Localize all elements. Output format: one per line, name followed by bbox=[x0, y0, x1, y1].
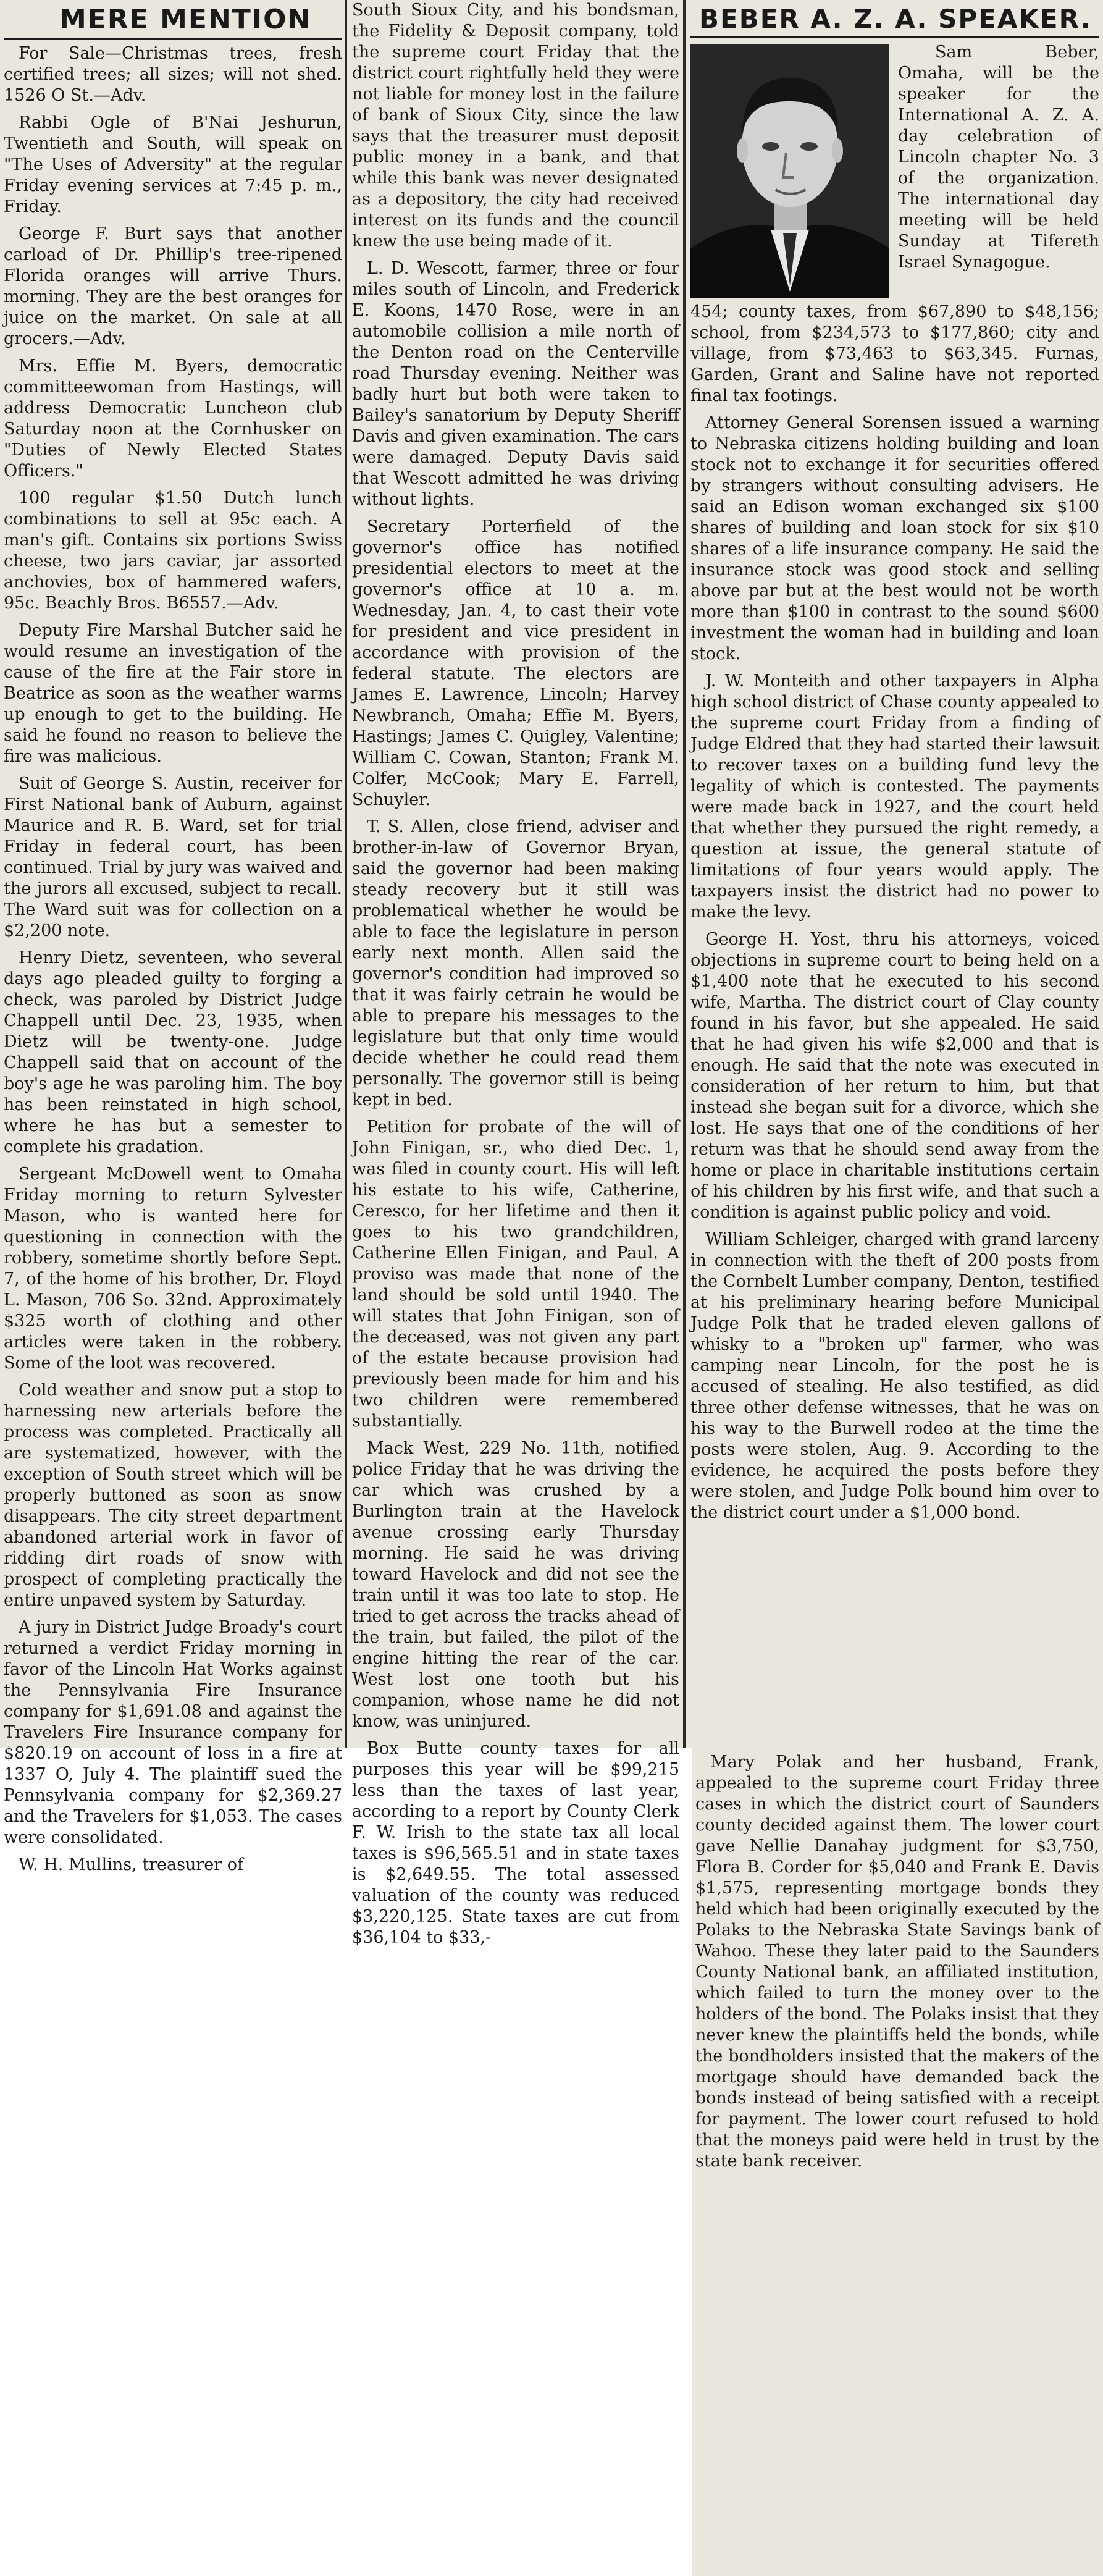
news-item: Mary Polak and her husband, Frank, appealed to the supreme court Friday three cases in which the district court of Saunders county decided against them. The lower court gave Nellie Danahay judgment for $3,750, Flora B. Corder for $5,040 and Frank E. Davis $1,575, representing mortgage bonds they held which had been originally executed by the Polaks to the Nebraska State Savings bank of Wahoo. These they later paid to the Saunders County National bank, an affiliated institution, which failed to turn the money over to the holders of the bond. The Polaks insist that they never knew the plaintiffs held the bonds, while the bondholders insisted that the makers of the mortgage should have demanded back the bonds instead of being satisfied with a receipt for payment. The lower court refused to hold that the moneys paid were held in trust by the state bank receiver. bbox=[695, 1753, 1099, 2171]
news-item: South Sioux City, and his bondsman, the Fidelity & Deposit company, told the supreme court Friday that the district court rightfully held they were not liable for money lost in the failure of bank of Sioux City, since the law says that the treasurer must deposit public money in a bank, and that while this bank was never designated as a depository, the city had received interest on its funds and the council knew the use being made of it. bbox=[352, 1, 679, 251]
photo-caption: Sam Beber, Omaha, will be the speaker for the International A. Z. A. day celebration of Lincoln chapter No. 3 of the organization. The international day meeting will be held Sunday at Tifereth Israel Synagogue. bbox=[898, 43, 1099, 272]
news-item: Deputy Fire Marshal Butcher said he would resume an investigation of the cause of the fire at the Fair store in Beatrice as soon as the weather warms up enough to get to the building. He said he found no reason to believe the fire was malicious. bbox=[4, 621, 342, 766]
column-three bbox=[690, 0, 1099, 1748]
column-two bbox=[352, 0, 679, 1947]
section-heading: MERE MENTION bbox=[4, 0, 342, 40]
news-item: Henry Dietz, seventeen, who several days ago pleaded guilty to forging a check, was paroled by District Judge Chappell until Dec. 23, 1935, when Dietz will be twenty-one. Judge Chappell said that on account of the boy's age he was paroling him. The boy has been reinstated in high school, where he has but a semester to complete his gradation. bbox=[4, 948, 342, 1156]
news-item: Petition for probate of the will of John Finigan, sr., who died Dec. 1, was filed in county court. His will left his estate to his wife, Catherine, Ceresco, for her lifetime and then it goes to his two grandchildren, Catherine Ellen Finigan, and Paul. A proviso was made that none of the land should be sold until 1940. The will states that John Finigan, son of the deceased, was not given any part of the estate because provision had previously been made for him and his two children were remembered substantially. bbox=[352, 1118, 679, 1431]
portrait-photo-icon bbox=[690, 44, 889, 298]
news-item: L. D. Wescott, farmer, three or four miles south of Lincoln, and Frederick E. Koons, 1470 Rose, were in an automobile collision a mile north of the Denton road on the Centerville road Thursday evening. Neither was badly hurt but both were taken to Bailey's sanatorium by Deputy Sheriff Davis and given examination. The cars were damaged. Deputy Davis said that Wescott admitted he was driving without lights. bbox=[352, 259, 679, 509]
news-item: 454; county taxes, from $67,890 to $48,156; school, from $234,573 to $177,860; city and village, from $73,463 to $63,345. Furnas, Garden, Grant and Saline have not reported final tax footings. bbox=[690, 302, 1099, 405]
news-item: George F. Burt says that another carload of Dr. Phillip's tree-ripened Florida oranges will arrive Thurs. morning. They are the best oranges for juice on the market. On sale at all grocers.—Adv. bbox=[4, 224, 342, 348]
news-item: A jury in District Judge Broady's court returned a verdict Friday morning in favor of the Lincoln Hat Works against the Pennsylvania Fire Insurance company for $1,691.08 and against the Travelers Fire Insurance company for $820.19 on account of loss in a fire at 1337 O, July 4. The plaintiff sued the Pennsylvania company for $2,369.27 and the Travelers for $1,053. The cases were consolidated. bbox=[4, 1618, 342, 1847]
newspaper-continuation-strip bbox=[692, 1748, 1103, 2576]
news-item: Suit of George S. Austin, receiver for First National bank of Auburn, against Maurice and R. B. Ward, set for trial Friday in federal court, has been continued. Trial by jury was waived and the jurors all excused, subject to recall. The Ward suit was for collection on a $2,200 note. bbox=[4, 774, 342, 940]
news-item: Mack West, 229 No. 11th, notified police Friday that he was driving the car which was crushed by a Burlington train at the Havelock avenue crossing early Thursday morning. He said he was driving toward Havelock and did not see the train until it was too late to stop. He tried to get across the tracks ahead of the train, but failed, the pilot of the engine hitting the rear of the car. West lost one tooth but his companion, whose name he did not know, was uninjured. bbox=[352, 1439, 679, 1731]
news-item: Box Butte county taxes for all purposes this year will be $99,215 less than the taxes of last year, according to a report by County Clerk F. W. Irish to the state tax all local taxes is $96,565.51 and in state taxes is $2,649.55. The total assessed valuation of the county was reduced $3,220,125. State taxes are cut from $36,104 to $33,- bbox=[352, 1739, 679, 1947]
news-item: William Schleiger, charged with grand larceny in connection with the theft of 200 posts from the Cornbelt Lumber company, Denton, testified at his preliminary hearing before Municipal Judge Polk that he traded eleven gallons of whisky to a "broken up" farmer, who was camping near Lincoln, for the post he is accused of stealing. He also testified, as did three other defense witnesses, that he was on his way to the Burwell rodeo at the time the posts were stolen, Aug. 9. According to the evidence, he acquired the posts before they were stolen, and Judge Polk bound him over to the district court under a $1,000 bond. bbox=[690, 1230, 1099, 1522]
news-item: T. S. Allen, close friend, adviser and brother-in-law of Governor Bryan, said the governor had been making steady recovery but it still was problematical whether he would be able to face the legislature in person early next month. Allen said the governor's condition had improved so that it was fairly cetrain he would be able to prepare his messages to the legislature but that only time would decide whether he could read them personally. The governor still is being kept in bed. bbox=[352, 817, 679, 1109]
news-item: Secretary Porterfield of the governor's office has notified presidential electors to meet at the governor's office at 10 a. m. Wednesday, Jan. 4, to cast their vote for president and vice president in accordance with provision of the federal statute. The electors are James E. Lawrence, Lincoln; Harvey Newbranch, Omaha; Effie M. Byers, Hastings; James C. Quigley, Valentine; William C. Cowan, Stanton; Frank M. Colfer, McCook; Mary E. Farrell, Schuyler. bbox=[352, 517, 679, 809]
news-item: 100 regular $1.50 Dutch lunch combinations to sell at 95c each. A man's gift. Contains six portions Swiss cheese, two jars caviar, jar assorted anchovies, box of hammered wafers, 95c. Beachly Bros. B6557.—Adv. bbox=[4, 489, 342, 613]
column-rule bbox=[345, 0, 347, 1748]
news-item: J. W. Monteith and other taxpayers in Alpha high school district of Chase county appealed to the supreme court Friday from a finding of Judge Eldred that they had started their lawsuit to recover taxes on a building fund levy the legality of which is contested. The payments were made back in 1927, and the court held that whether they pursued the right remedy, a question at issue, the general statute of limitations of four years would apply. The taxpayers insist the district had no power to make the levy. bbox=[690, 671, 1099, 922]
portrait-photo bbox=[690, 44, 889, 298]
news-item: Rabbi Ogle of B'Nai Jeshurun, Twentieth and South, will speak on "The Uses of Adversity" at the regular Friday evening services at 7:45 p. m., Friday. bbox=[4, 113, 342, 216]
article-headline: BEBER A. Z. A. SPEAKER. bbox=[690, 0, 1099, 38]
news-item: Attorney General Sorensen issued a warning to Nebraska citizens holding building and loan stock not to exchange it for securities offered by strangers without consulting advisers. He said an Edison woman exchanged six $100 shares of building and loan stock for six $10 shares of a life insurance company. He said the insurance stock was good stock and selling above par but at the best would not be worth more than $100 in contrast to the sound $600 investment the woman had in building and loan stock. bbox=[690, 413, 1099, 663]
news-item: Sergeant McDowell went to Omaha Friday morning to return Sylvester Mason, who is wanted here for questioning in connection with the robbery, sometime shortly before Sept. 7, of the home of his brother, Dr. Floyd L. Mason, 706 So. 32nd. Approximately $325 worth of clothing and other articles were taken in the robbery. Some of the loot was recovered. bbox=[4, 1164, 342, 1373]
news-item: For Sale—Christmas trees, fresh certified trees; all sizes; will not shed. 1526 O St.—Adv. bbox=[4, 44, 342, 105]
news-item: George H. Yost, thru his attorneys, voiced objections in supreme court to being held on a $1,400 note that he executed to his second wife, Martha. The district court of Clay county found in his favor, but she appealed. He said that he had given his wife $2,000 and that is enough. He said that the note was executed in consideration of her return to him, but that instead she began suit for a divorce, which she lost. He says that one of the conditions of her return was that he should send away from the home or place in charitable institutions certain of his children by his first wife, and that such a condition is against public policy and void. bbox=[690, 930, 1099, 1222]
news-item: Mrs. Effie M. Byers, democratic committeewoman from Hastings, will address Democratic Luncheon club Saturday noon at the Cornhusker on "Duties of Newly Elected States Officers." bbox=[4, 356, 342, 481]
news-item: W. H. Mullins, treasurer of bbox=[19, 1855, 243, 1874]
column-rule bbox=[683, 0, 686, 1748]
news-item: Cold weather and snow put a stop to harnessing new arterials before the process was completed. Practically all are systematized, however, with the exception of South street which will be properly buttoned as soon as snow disappears. The city street department abandoned arterial work in favor of ridding dirt roads of snow with prospect of completing practically the entire unpaved system by Saturday. bbox=[4, 1381, 342, 1610]
column-mere-mention bbox=[4, 0, 342, 1874]
column-three-continued bbox=[695, 1748, 1099, 2576]
